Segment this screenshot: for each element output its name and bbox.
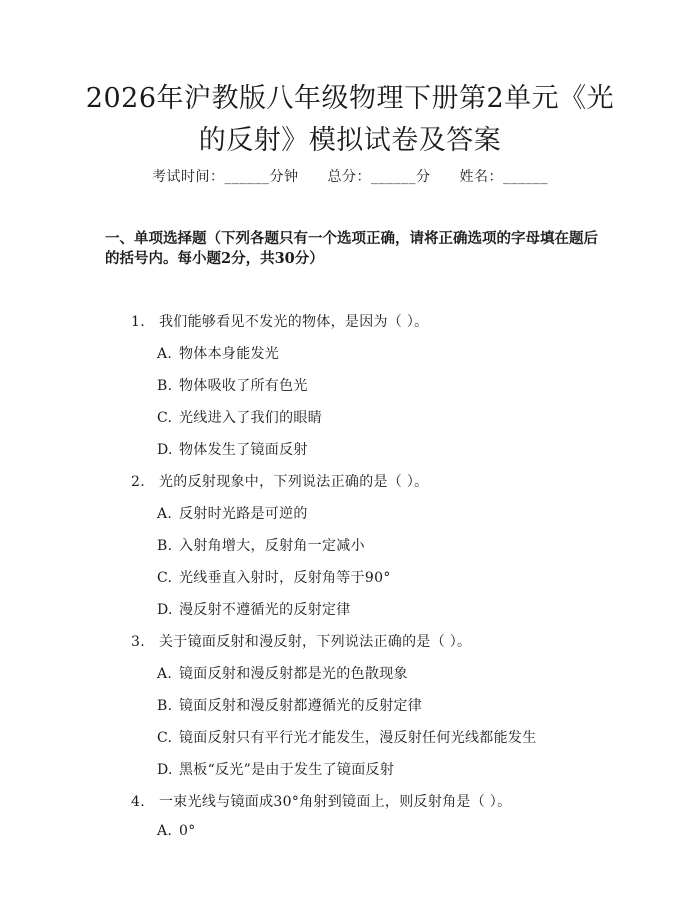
option-text: 0° <box>179 823 196 839</box>
option-2a <box>157 503 308 523</box>
option-text: 光线进入了我们的眼睛 <box>179 410 322 426</box>
option-text: 入射角增大，反射角一定减小 <box>179 538 365 554</box>
question-text: 一束光线与镜面成30°角射到镜面上，则反射角是（ ）。 <box>159 794 512 810</box>
option-2c <box>157 567 391 587</box>
option-letter: A. <box>157 666 173 682</box>
option-text: 镜面反射和漫反射都遵循光的反射定律 <box>179 698 423 714</box>
option-2d <box>157 599 351 619</box>
option-3b <box>157 695 422 715</box>
question-2 <box>131 471 428 491</box>
question-4 <box>131 791 511 811</box>
student-name: 姓名：______ <box>459 169 548 185</box>
option-text: 物体发生了镜面反射 <box>179 442 308 458</box>
option-text: 物体吸收了所有色光 <box>179 378 308 394</box>
option-letter: C. <box>157 570 173 586</box>
option-1c <box>157 407 322 427</box>
option-text: 漫反射不遵循光的反射定律 <box>179 602 351 618</box>
question-1 <box>131 311 428 331</box>
option-letter: B. <box>157 698 173 714</box>
option-3a <box>157 663 408 683</box>
option-3d <box>157 759 394 779</box>
option-text: 物体本身能发光 <box>179 346 280 362</box>
title-line-2: 的反射》模拟试卷及答案 <box>198 125 502 156</box>
option-4a <box>157 823 196 839</box>
page-title <box>60 78 640 162</box>
question-number: 2. <box>131 474 145 490</box>
option-letter: A. <box>157 506 173 522</box>
option-3c <box>157 727 537 747</box>
option-1b <box>157 375 308 395</box>
option-letter: C. <box>157 410 173 426</box>
question-text: 关于镜面反射和漫反射，下列说法正确的是（ ）。 <box>159 634 472 650</box>
option-text: 镜面反射和漫反射都是光的色散现象 <box>179 666 408 682</box>
exam-score: 总分：______分 <box>327 169 431 185</box>
title-line-1: 2026年沪教版八年级物理下册第2单元《光 <box>85 83 615 114</box>
option-1a <box>157 343 279 363</box>
option-letter: B. <box>157 378 173 394</box>
question-number: 3. <box>131 634 145 650</box>
question-number: 1. <box>131 314 145 330</box>
exam-meta <box>0 166 700 186</box>
option-letter: D. <box>157 602 173 618</box>
exam-time: 考试时间：______分钟 <box>152 169 299 185</box>
section-heading: 一、单项选择题（下列各题只有一个选项正确，请将正确选项的字母填在题后的括号内。每小题2分，共30分） <box>105 230 598 267</box>
option-text: 镜面反射只有平行光才能发生，漫反射任何光线都能发生 <box>179 730 537 746</box>
option-letter: A. <box>157 346 173 362</box>
option-letter: D. <box>157 442 173 458</box>
option-letter: B. <box>157 538 173 554</box>
option-text: 光线垂直入射时，反射角等于90° <box>179 570 391 586</box>
option-letter: A. <box>157 823 173 839</box>
question-3 <box>131 631 471 651</box>
question-text: 我们能够看见不发光的物体，是因为（ ）。 <box>159 314 429 330</box>
option-1d <box>157 439 308 459</box>
option-text: 黑板“反光”是由于发生了镜面反射 <box>179 762 395 778</box>
option-letter: C. <box>157 730 173 746</box>
option-2b <box>157 535 365 555</box>
option-text: 反射时光路是可逆的 <box>179 506 308 522</box>
question-number: 4. <box>131 794 145 810</box>
question-text: 光的反射现象中，下列说法正确的是（ ）。 <box>159 474 429 490</box>
option-letter: D. <box>157 762 173 778</box>
